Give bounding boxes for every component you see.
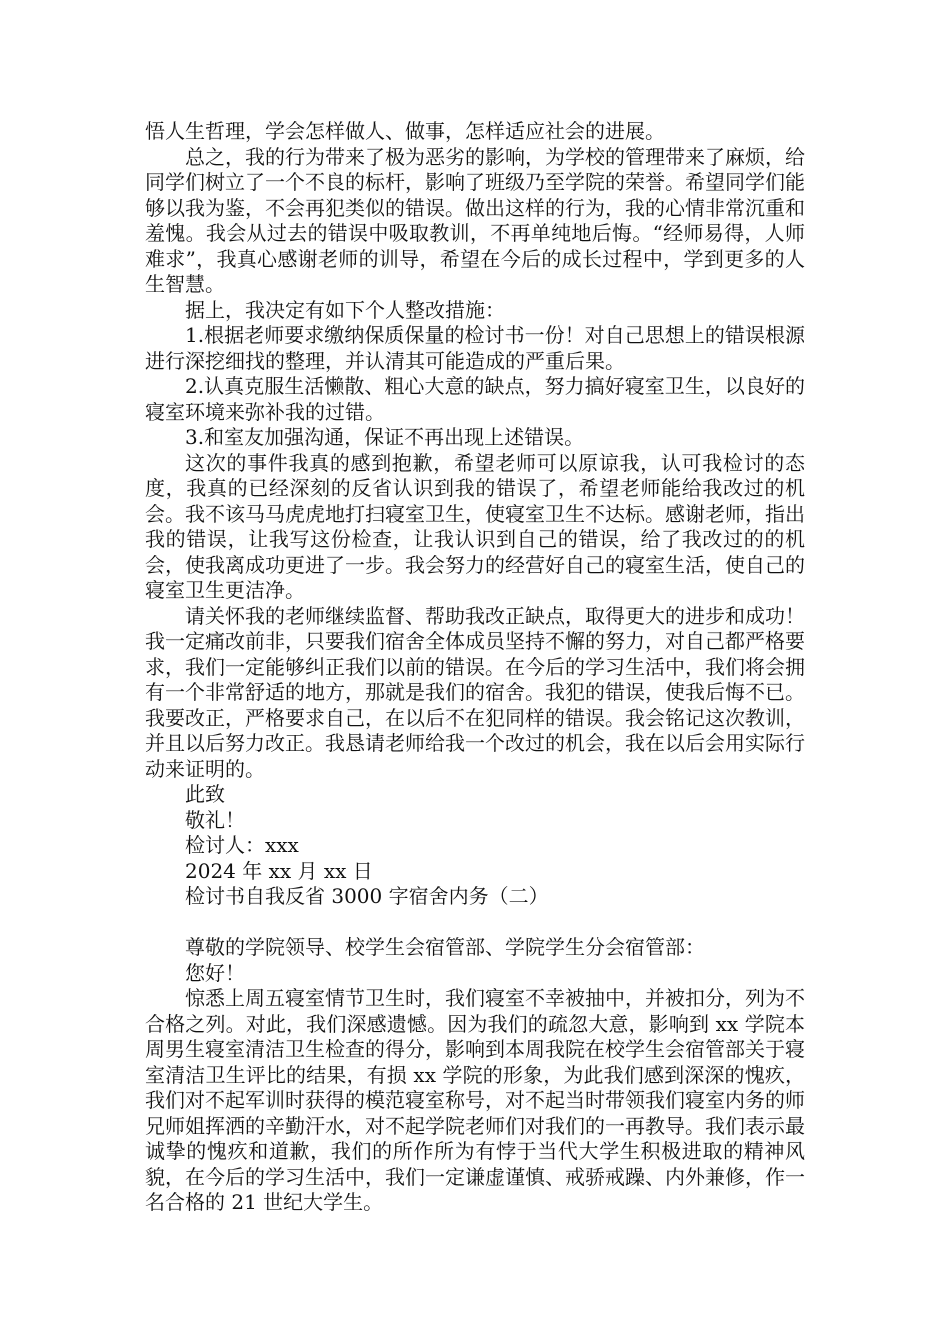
paragraph-body: 惊悉上周五寝室情节卫生时，我们寝室不幸被抽中，并被扣分，列为不合格之列。对此，我们深感遗憾。因为我们的疏忽大意，影响到 xx 学院本周男生寝室清洁卫生检查的得分，影响到本周我院在校学生会宿管部关于寝室清洁卫生评比的结果，有损 xx 学院的形象，为此我们感到深深的愧疚，我们对不起军训时获得的模范寝室称号，对不起当时带领我们寝室内务的师兄师姐挥洒的辛勤汗水，对不起学院老师们对我们的一再教导。我们表示最诚挚的愧疚和道歉，我们的所作所为有悖于当代大学生积极进取的精神风貌，在今后的学习生活中，我们一定谦虚谨慎、戒骄戒躁、内外兼修，作一名合格的 21 世纪大学生。	[145, 986, 805, 1214]
paragraph-apology: 这次的事件我真的感到抱歉，希望老师可以原谅我，认可我检讨的态度，我真的已经深刻的反省认识到我的错误了，希望老师能给我改过的机会。我不该马马虎虎地打扫寝室卫生，使寝室卫生不达标。感谢老师，指出我的错误，让我写这份检查，让我认识到自己的错误，给了我改过的的机会，使我离成功更进了一步。我会努力的经营好自己的寝室生活，使自己的寝室卫生更洁净。	[145, 450, 805, 602]
paragraph-measures-intro: 据上，我决定有如下个人整改措施：	[185, 297, 505, 322]
greeting: 您好！	[185, 960, 245, 985]
closing-cizhi: 此致	[185, 782, 225, 806]
paragraph-continued: 悟人生哲理，学会怎样做人、做事，怎样适应社会的进展。	[145, 119, 665, 143]
signature-line: 检讨人：xxx	[185, 833, 299, 857]
blank-line	[145, 910, 805, 936]
closing-jingli: 敬礼！	[185, 807, 245, 832]
measure-item-2: 2.认真克服生活懒散、粗心大意的缺点，努力搞好寝室卫生，以良好的寝室环境来弥补我的过错。	[145, 374, 805, 424]
measure-item-3: 3.和室友加强沟通，保证不再出现上述错误。	[185, 425, 585, 449]
document-body	[145, 119, 805, 1216]
salutation: 尊敬的学院领导、校学生会宿管部、学院学生分会宿管部：	[185, 935, 705, 959]
date-line: 2024 年 xx 月 xx 日	[185, 858, 373, 883]
measure-item-1: 1.根据老师要求缴纳保质保量的检讨书一份！对自己思想上的错误根源进行深挖细找的整理，并认清其可能造成的严重后果。	[145, 323, 805, 373]
section-title: 检讨书自我反省 3000 字宿舍内务（二）	[185, 884, 549, 908]
paragraph-summary: 总之，我的行为带来了极为恶劣的影响，为学校的管理带来了麻烦，给同学们树立了一个不良的标杆，影响了班级乃至学院的荣誉。希望同学们能够以我为鉴，不会再犯类似的错误。做出这样的行为，我的心情非常沉重和羞愧。我会从过去的错误中吸取教训，不再单纯地后悔。“经师易得，人师难求”，我真心感谢老师的训导，希望在今后的成长过程中，学到更多的人生智慧。	[145, 144, 805, 296]
paragraph-request: 请关怀我的老师继续监督、帮助我改正缺点，取得更大的进步和成功！我一定痛改前非，只要我们宿舍全体成员坚持不懈的努力，对自己都严格要求，我们一定能够纠正我们以前的错误。在今后的学习生活中，我们将会拥有一个非常舒适的地方，那就是我们的宿舍。我犯的错误，使我后悔不已。我要改正，严格要求自己，在以后不在犯同样的错误。我会铭记这次教训，并且以后努力改正。我恳请老师给我一个改过的机会，我在以后会用实际行动来证明的。	[145, 603, 805, 781]
